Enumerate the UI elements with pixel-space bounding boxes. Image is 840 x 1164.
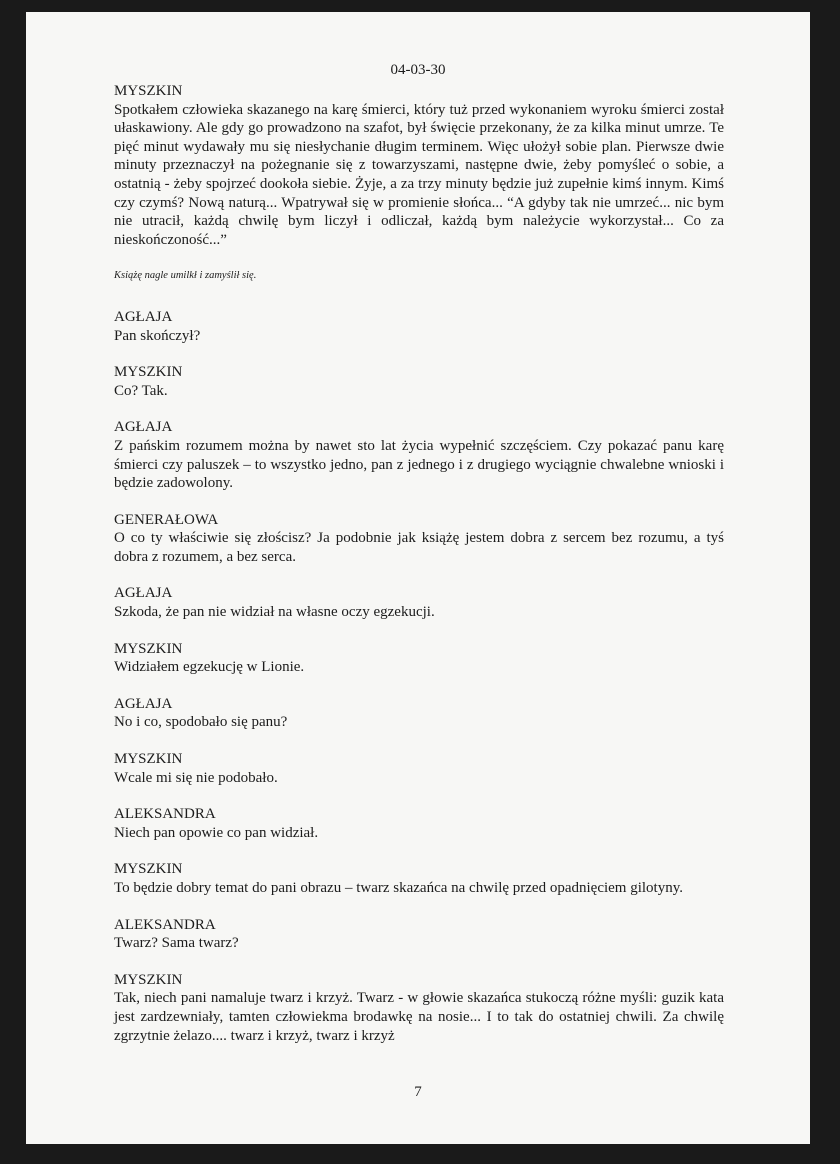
page-number: 7 bbox=[414, 1084, 422, 1100]
script-content bbox=[114, 82, 724, 1063]
dialogue-block bbox=[114, 916, 724, 953]
speaker-name: ALEKSANDRA bbox=[114, 806, 216, 823]
speaker-name: AGŁAJA bbox=[114, 308, 173, 325]
speaker-name: AGŁAJA bbox=[114, 419, 173, 436]
speaker-name: AGŁAJA bbox=[114, 695, 173, 712]
dialogue-line: Niech pan opowie co pan widział. bbox=[114, 824, 319, 841]
dialogue-line: Tak, niech pani namaluje twarz i krzyż. Twarz - w głowie skazańca stukoczą różne myśli: guzik kata jest zardzewniały, tamten człowiekma brodawkę na nosie... I to tak do ostatniej chwili. Za chwilę zgrzytnie żelazo.... twarz i krzyż, twarz i krzyż bbox=[114, 990, 724, 1044]
dialogue-block bbox=[114, 695, 724, 732]
dialogue-block bbox=[114, 640, 724, 677]
document-page bbox=[26, 12, 810, 1144]
speaker-name: MYSZKIN bbox=[114, 971, 183, 988]
dialogue-line: To będzie dobry temat do pani obrazu – twarz skazańca na chwilę przed opadnięciem gilotyny. bbox=[114, 880, 684, 896]
speaker-name: ALEKSANDRA bbox=[114, 916, 216, 933]
dialogue-block bbox=[114, 82, 724, 249]
speaker-name: MYSZKIN bbox=[114, 83, 183, 99]
dialogue-block bbox=[114, 584, 724, 621]
dialogue-block bbox=[114, 805, 724, 842]
page-date: 04-03-30 bbox=[390, 62, 446, 78]
dialogue-line: Spotkałem człowieka skazanego na karę śmierci, który tuż przed wykonaniem wyroku śmierci został ułaskawiony. Ale gdy go prowadzono na szafot, był święcie przekonany, że za kilka minut umrze. Te pięć minut wydawały mu się niesłychanie długim terminem. Więc ułożył sobie plan. Pierwsze dwie minuty przeznaczył na pożegnanie się z towarzyszami, następne dwie, żeby pomyśleć o sobie, a ostatnią - żeby spojrzeć dookoła siebie. Żyje, a za trzy minuty będzie już zupełnie kimś innym. Kimś czy czymś? Nową naturą... Wpatrywał się w promienie słońca... “A gdyby tak nie umrzeć... nic bym nie utracił, każdą chwilę bym liczył i odliczał, każdą bym należycie wykorzystał... Co za nieskończoność...” bbox=[114, 101, 724, 248]
dialogue-line: Szkoda, że pan nie widział na własne oczy egzekucji. bbox=[114, 604, 435, 621]
speaker-name: MYSZKIN bbox=[114, 751, 183, 768]
dialogue-line: Twarz? Sama twarz? bbox=[114, 935, 239, 952]
dialogue-line: Pan skończył? bbox=[114, 327, 201, 344]
dialogue-block bbox=[114, 750, 724, 787]
dialogue-block bbox=[114, 308, 724, 345]
dialogue-line: Co? Tak. bbox=[114, 382, 168, 399]
speaker-name: MYSZKIN bbox=[114, 640, 183, 657]
dialogue-block bbox=[114, 860, 724, 897]
dialogue-line: No i co, spodobało się panu? bbox=[114, 714, 288, 731]
speaker-name: MYSZKIN bbox=[114, 364, 183, 381]
speaker-name: GENERAŁOWA bbox=[114, 511, 219, 528]
dialogue-block bbox=[114, 971, 724, 1045]
dialogue-block bbox=[114, 511, 724, 567]
dialogue-line: Widziałem egzekucję w Lionie. bbox=[114, 659, 305, 676]
speaker-name: AGŁAJA bbox=[114, 585, 173, 602]
dialogue-line: Z pańskim rozumem można by nawet sto lat życia wypełnić szczęściem. Czy pokazać panu karę śmierci czy paluszek – to wszystko jedno, pan z jednego i z drugiego wyciągnie chwalebne wnioski i będzie zadowolony. bbox=[114, 437, 724, 492]
dialogue-line: O co ty właściwie się złościsz? Ja podobnie jak książę jestem dobra z sercem bez rozumu, a tyś dobra z rozumem, a bez serca. bbox=[114, 530, 724, 565]
dialogue-block bbox=[114, 418, 724, 492]
dialogue-block bbox=[114, 363, 724, 400]
speaker-name: MYSZKIN bbox=[114, 861, 183, 878]
stage-direction: Książę nagle umilkł i zamyślił się. bbox=[114, 270, 257, 282]
dialogue-line: Wcale mi się nie podobało. bbox=[114, 769, 278, 786]
